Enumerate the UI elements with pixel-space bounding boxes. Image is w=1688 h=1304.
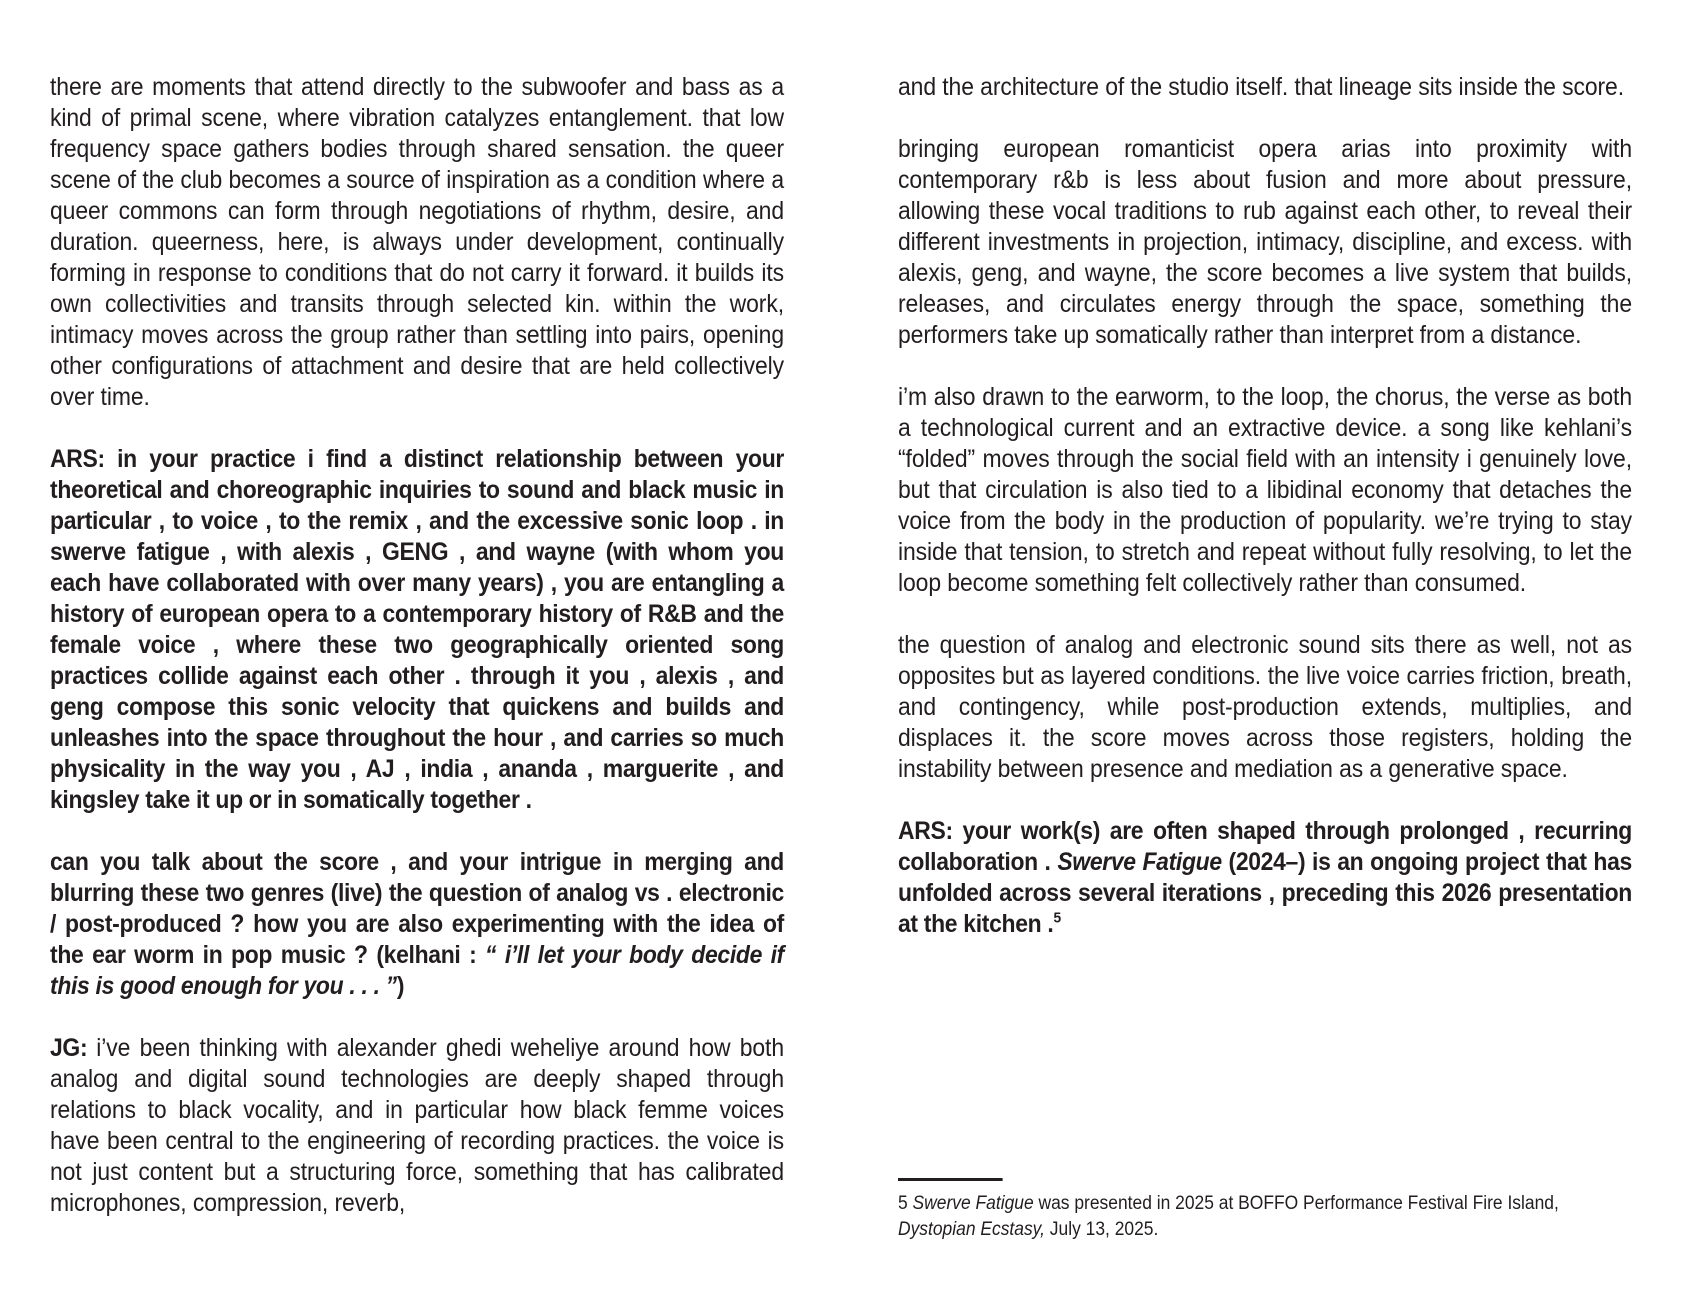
text-run: i’m also drawn to the earworm, to the loop, the chorus, the verse as both a technological current and an extractive device. a song like kehlani’s “folded” moves through the social field with an intensity i genuinely love, but that circulation is also tied to a libidinal economy that detaches the voice from the body in the production of popularity. we’re trying to stay inside that tension, to stretch and repeat without fully resolving, to let the loop become something felt collectively rather than consumed. [898, 383, 1632, 597]
right-column [898, 72, 1638, 971]
jg-answer [50, 1033, 784, 1219]
jg-answer-continued [898, 72, 1632, 103]
text-run: ARS: your work(s) are often shaped through prolonged , recurring collaboration . [898, 817, 1632, 876]
text-run: was presented in 2025 at BOFFO Performance Festival Fire Island, [1033, 1193, 1559, 1214]
ars-question-2 [898, 816, 1632, 940]
left-column-text [50, 72, 784, 1219]
text-run: JG: [50, 1034, 97, 1062]
text-run: Swerve Fatigue [912, 1193, 1034, 1214]
text-run: ARS: in your practice i find a distinct relationship between your theoretical and choreographic inquiries to sound and black music in particular , to voice , to the remix , and the excessive sonic loop . in swerve fatigue , with alexis , GENG , and wayne (with whom you each have collaborated with over many years) , you are entangling a history of european opera to a contemporary history of R&B and the female voice , where these two geographically oriented song practices collide against each other . through it you , alexis , and geng compose this sonic velocity that quickens and builds and unleashes into the space throughout the hour , and carries so much physicality in the way you , AJ , india , ananda , marguerite , and kingsley take it up or in somatically together . [50, 445, 784, 814]
ars-question-1 [50, 444, 784, 816]
text-run: Dystopian Ecstasy, [898, 1219, 1045, 1240]
footnote-rule [898, 1178, 1003, 1181]
footnote-inner [898, 1178, 1632, 1243]
footnote-text [898, 1191, 1632, 1243]
left-column [50, 72, 790, 1250]
text-run: July 13, 2025. [1044, 1219, 1159, 1240]
footnote [898, 1178, 1638, 1243]
text-run: ) [396, 972, 405, 1000]
text-run: “ i’ll let your body decide if this is good enough for you . . . ” [50, 941, 784, 1000]
text-run: 5 [898, 1193, 913, 1214]
jg-earworm-paragraph [898, 382, 1632, 599]
intro-paragraph [50, 72, 784, 413]
jg-analog-electronic-paragraph [898, 630, 1632, 785]
footnote-reference-number: 5 [1053, 909, 1061, 927]
text-run: there are moments that attend directly to the subwoofer and bass as a kind of primal scene, where vibration catalyzes entanglement. that low frequency space gathers bodies through shared sensation. the queer scene of the club becomes a source of inspiration as a condition where a queer commons can form through negotiations of rhythm, desire, and duration. queerness, here, is always under development, continually forming in response to conditions that do not carry it forward. it builds its own collectivities and transits through selected kin. within the work, intimacy moves across the group rather than settling into pairs, opening other configurations of attachment and desire that are held collectively over time. [50, 73, 784, 411]
text-run: i’ve been thinking with alexander ghedi weheliye around how both analog and digital sound technologies are deeply shaped through relations to black vocality, and in particular how black femme voices have been central to the engineering of recording practices. the voice is not just content but a structuring force, something that has calibrated microphones, compression, reverb, [50, 1034, 784, 1217]
text-run: (2024–) is an ongoing project that has unfolded across several iterations , preceding this 2026 presentation at the kitchen . [898, 848, 1632, 938]
jg-opera-rnb-paragraph [898, 134, 1632, 351]
ars-question-1-continued [50, 847, 784, 1002]
text-run: and the architecture of the studio itself. that lineage sits inside the score. [898, 73, 1625, 101]
text-run: bringing european romanticist opera arias into proximity with contemporary r&b is less about fusion and more about pressure, allowing these vocal traditions to rub against each other, to reveal their different investments in projection, intimacy, discipline, and excess. with alexis, geng, and wayne, the score becomes a live system that builds, releases, and circulates energy through the space, something the performers take up somatically rather than interpret from a distance. [898, 135, 1632, 349]
text-run: Swerve Fatigue [1057, 848, 1222, 876]
text-run: the question of analog and electronic sound sits there as well, not as opposites but as layered conditions. the live voice carries friction, breath, and contingency, while post-production extends, multiplies, and displaces it. the score moves across those registers, holding the instability between presence and mediation as a generative space. [898, 631, 1632, 783]
text-run: can you talk about the score , and your intrigue in merging and blurring these two genres (live) the question of analog vs . electronic / post-produced ? how you are also experimenting with the idea of the ear worm in pop music ? (kelhani : [50, 848, 784, 969]
right-column-text [898, 72, 1632, 940]
